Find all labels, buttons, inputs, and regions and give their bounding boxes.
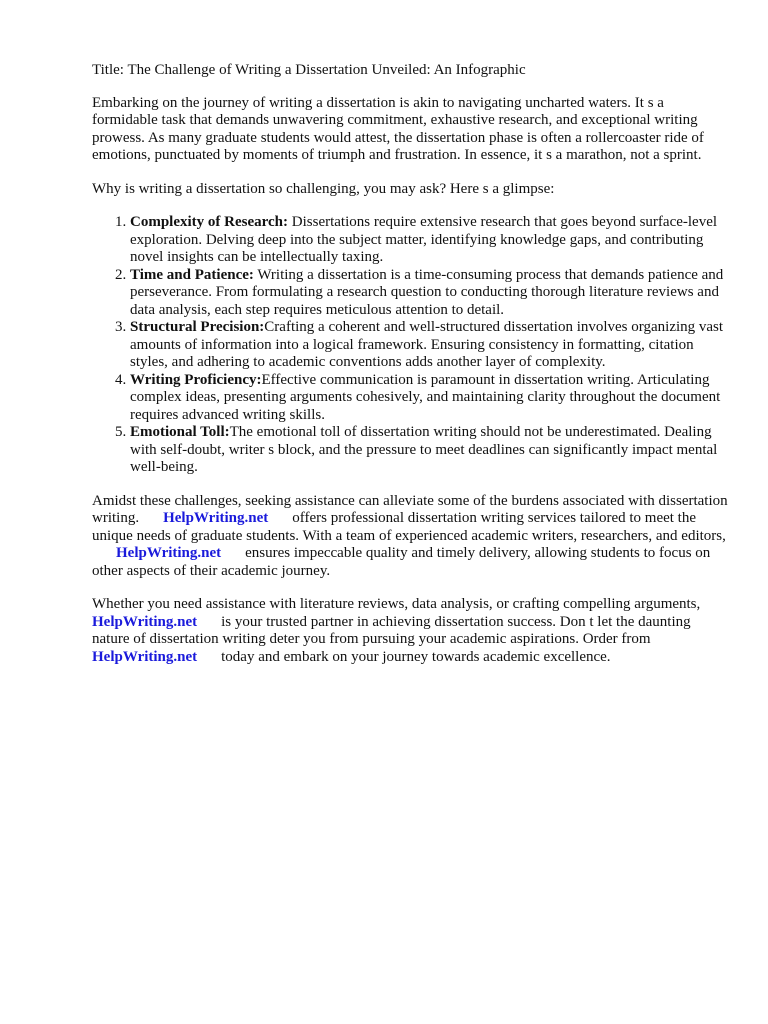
assistance-text: offers professional dissertation writing services tailored to meet the unique needs of graduate students. With a team of experienced academic writers, researchers, and editors,	[92, 510, 726, 544]
helpwriting-link[interactable]: HelpWriting.net	[92, 648, 198, 665]
helpwriting-link[interactable]: HelpWriting.net	[163, 510, 269, 526]
challenge-term: Complexity of Research:	[130, 214, 289, 230]
document-title: Title: The Challenge of Writing a Dissertation Unveiled: An Infographic	[92, 62, 526, 78]
challenge-term: Writing Proficiency:	[130, 371, 262, 388]
challenge-text: Crafting a coherent and well-structured dissertation involves organizing vast amounts of information into a logical framework. Ensuring consistency in formatting, citation styles, and adhering to academic conventions adds another layer of complexity.	[130, 319, 724, 370]
challenge-text: Writing a dissertation is a time-consuming process that demands patience and perseverance. From formulating a research question to conducting thorough literature reviews and data analysis, each step requires meticulous attention to detail.	[130, 266, 724, 318]
closing-text: is your trusted partner in achieving dissertation success. Don t let the daunting nature of dissertation writing deter you from pursuing your academic aspirations. Order from	[92, 613, 691, 647]
challenge-text: Dissertations require extensive research that goes beyond surface-level exploration. Delving deep into the subject matter, identifying knowledge gaps, and contributing novel insights can be intellectually taxing.	[130, 214, 718, 265]
challenge-list	[92, 214, 728, 477]
assistance-paragraph	[92, 493, 728, 581]
list-item	[130, 267, 728, 320]
challenge-text: The emotional toll of dissertation writing should not be underestimated. Dealing with self-doubt, writer s block, and the pressure to meet deadlines can significantly impact mental well-being.	[130, 424, 718, 475]
list-item	[130, 319, 728, 372]
helpwriting-link[interactable]: HelpWriting.net	[116, 545, 222, 561]
list-item	[130, 424, 728, 477]
list-item	[130, 214, 728, 267]
question-paragraph: Why is writing a dissertation so challenging, you may ask? Here s a glimpse:	[92, 180, 555, 197]
assistance-text: Amidst these challenges, seeking assistance can alleviate some of the burdens associated with dissertation writing.	[92, 492, 728, 526]
helpwriting-link[interactable]: HelpWriting.net	[92, 613, 198, 630]
list-item	[130, 372, 728, 425]
challenge-term: Time and Patience:	[130, 266, 254, 283]
challenge-text: Effective communication is paramount in dissertation writing. Articulating complex ideas, presenting arguments cohesively, and maintaining clarity throughout the document requires advanced writing skills.	[130, 371, 721, 423]
challenge-term: Structural Precision:	[130, 319, 265, 335]
assistance-text: ensures impeccable quality and timely delivery, allowing students to focus on other aspects of their academic journey.	[92, 545, 711, 579]
closing-text: today and embark on your journey towards academic excellence.	[221, 648, 611, 665]
closing-paragraph	[92, 596, 728, 666]
closing-text: Whether you need assistance with literature reviews, data analysis, or crafting compelling arguments,	[92, 596, 701, 612]
challenge-term: Emotional Toll:	[130, 424, 230, 440]
intro-paragraph: Embarking on the journey of writing a dissertation is akin to navigating uncharted waters. It s a formidable task that demands unwavering commitment, exhaustive research, and exceptional writing prowess. As many graduate students would attest, the dissertation phase is often a rollercoaster ride of emotions, punctuated by moments of triumph and frustration. In essence, it s a marathon, not a sprint.	[92, 94, 704, 163]
